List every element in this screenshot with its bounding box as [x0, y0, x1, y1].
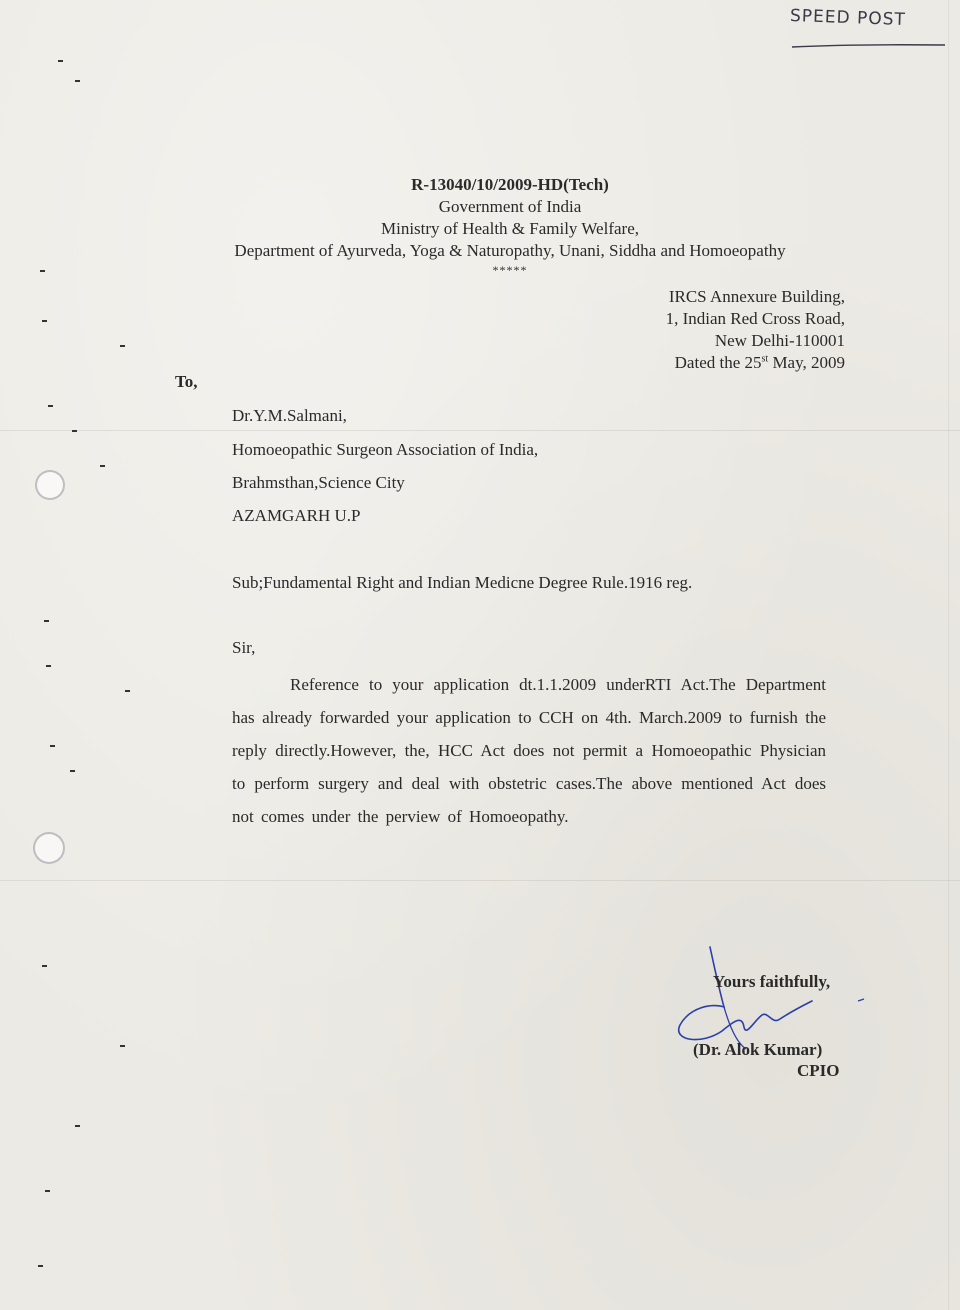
government-line: Government of India: [438, 197, 582, 216]
to-label: To,: [175, 372, 198, 391]
letter-body: Reference to your application dt.1.1.2009 underRTI Act.The Department has already forwarded your application to CCH on 4th. March.2009 to furnish the reply directly.However, the, HCC Act does not permit a Homoeopathic Physician to perform surgery and deal with obstetric cases.The above mentioned Act does not comes under the perview of Homoeopathy.: [232, 675, 826, 826]
margin-speck: [100, 465, 105, 467]
paper-crease: [0, 430, 960, 431]
address-road: 1, Indian Red Cross Road,: [665, 309, 845, 328]
annotation-underline: [790, 42, 950, 50]
margin-speck: [44, 620, 49, 622]
margin-speck: [45, 1190, 50, 1192]
margin-speck: [48, 405, 53, 407]
recipient-locality: Brahmsthan,Science City: [232, 473, 405, 492]
margin-speck: [125, 690, 130, 692]
margin-speck: [75, 80, 80, 82]
date-rest: May, 2009: [768, 353, 845, 372]
address-city: New Delhi-110001: [714, 331, 845, 350]
margin-speck: [46, 665, 51, 667]
margin-speck: [58, 60, 63, 62]
margin-speck: [38, 1265, 43, 1267]
margin-speck: [42, 320, 47, 322]
date-ordinal: st: [761, 353, 769, 365]
ministry-line: Ministry of Health & Family Welfare,: [381, 219, 639, 238]
header-separator: *****: [492, 263, 528, 277]
margin-speck: [120, 1045, 125, 1047]
date-prefix: Dated the 25: [674, 353, 762, 372]
recipient-city: AZAMGARH U.P: [232, 506, 361, 525]
margin-speck: [75, 1125, 80, 1127]
subject-line: Sub;Fundamental Right and Indian Medicne Degree Rule.1916 reg.: [232, 573, 693, 592]
address-building: IRCS Annexure Building,: [668, 287, 845, 306]
recipient-organization: Homoeopathic Surgeon Association of India,: [232, 440, 539, 459]
greeting: Sir,: [232, 638, 256, 657]
margin-speck: [70, 770, 75, 772]
handwritten-annotation: SPEED POST: [789, 5, 907, 31]
reference-number: R-13040/10/2009-HD(Tech): [411, 175, 609, 194]
letter-date: [675, 353, 845, 373]
paper-crease: [0, 880, 960, 881]
margin-speck: [120, 345, 125, 347]
department-line: Department of Ayurveda, Yoga & Naturopathy, Unani, Siddha and Homoeopathy: [234, 241, 786, 260]
recipient-name: Dr.Y.M.Salmani,: [232, 406, 347, 425]
signature-image: [672, 945, 872, 1055]
punch-hole: [33, 832, 65, 864]
margin-speck: [72, 430, 77, 432]
signatory-name: (Dr. Alok Kumar): [693, 1040, 823, 1059]
punch-hole: [35, 470, 65, 500]
signatory-designation: CPIO: [797, 1061, 840, 1080]
margin-speck: [50, 745, 55, 747]
margin-speck: [42, 965, 47, 967]
valediction: Yours faithfully,: [713, 972, 831, 991]
